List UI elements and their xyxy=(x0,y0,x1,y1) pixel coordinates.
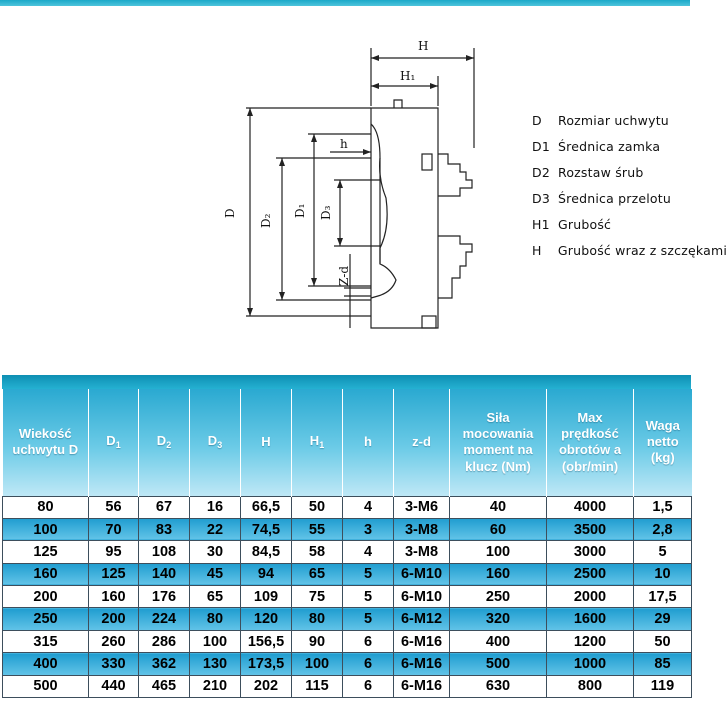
column-header-label: Waga netto (kg) xyxy=(645,417,680,466)
column-header-label: H xyxy=(261,434,271,450)
label-H: H xyxy=(418,39,429,53)
table-row xyxy=(3,630,692,652)
table-cell: 65 xyxy=(190,586,241,608)
key-marker xyxy=(394,100,402,108)
table-cell: 260 xyxy=(89,630,139,652)
column-header xyxy=(241,389,292,496)
d2-arrow-top xyxy=(279,158,285,166)
table-cell: 95 xyxy=(89,541,139,563)
column-header-label: D xyxy=(156,433,167,449)
table-cell: 45 xyxy=(190,563,241,585)
column-header-subscript: 1 xyxy=(115,440,121,451)
column-header-label: Wiekość uchwytu D xyxy=(12,426,79,458)
table-cell: 630 xyxy=(450,675,547,697)
table-cell: 90 xyxy=(292,630,343,652)
h1-arrow-left xyxy=(371,83,379,89)
table-cell: 74,5 xyxy=(241,518,292,540)
table-cell: 40 xyxy=(450,496,547,518)
legend-item xyxy=(532,217,727,243)
table-cell: 55 xyxy=(292,518,343,540)
table-cell: 250 xyxy=(450,586,547,608)
table-cell: 56 xyxy=(89,496,139,518)
table-cell: 1000 xyxy=(547,653,634,675)
table-cell: 65 xyxy=(292,563,343,585)
column-header xyxy=(139,389,190,496)
table-cell: 1,5 xyxy=(634,496,692,518)
table-header-row xyxy=(3,389,692,496)
legend-item xyxy=(532,243,727,269)
table-top-bar xyxy=(2,375,691,389)
table-cell: 16 xyxy=(190,496,241,518)
spec-table xyxy=(2,389,692,698)
table-cell: 2500 xyxy=(547,563,634,585)
table-cell: 330 xyxy=(89,653,139,675)
table-cell: 1600 xyxy=(547,608,634,630)
table-cell: 80 xyxy=(190,608,241,630)
table-cell: 17,5 xyxy=(634,586,692,608)
table-cell: 85 xyxy=(634,653,692,675)
table-cell: 160 xyxy=(3,563,89,585)
h-arrow-right xyxy=(466,55,474,61)
front-profile xyxy=(371,124,396,298)
screw-bottom xyxy=(422,316,436,328)
column-header-label: h xyxy=(364,434,372,450)
table-body xyxy=(3,496,692,698)
table-cell: 4000 xyxy=(547,496,634,518)
table-cell: 100 xyxy=(190,630,241,652)
jaw-bottom xyxy=(438,236,472,298)
table-cell: 84,5 xyxy=(241,541,292,563)
top-accent-rule xyxy=(0,0,690,6)
table-cell: 5 xyxy=(343,586,394,608)
table-row xyxy=(3,586,692,608)
legend-text: Grubość xyxy=(558,217,612,232)
table-cell: 50 xyxy=(634,630,692,652)
table-cell: 5 xyxy=(343,563,394,585)
table-cell: 94 xyxy=(241,563,292,585)
legend-item xyxy=(532,191,727,217)
table-cell: 67 xyxy=(139,496,190,518)
table-cell: 3 xyxy=(343,518,394,540)
legend-item xyxy=(532,165,727,191)
d-arrow-bottom xyxy=(247,308,253,316)
table-cell: 3-M8 xyxy=(394,541,450,563)
legend-item xyxy=(532,113,727,139)
column-header xyxy=(634,389,692,496)
legend-text: Rozstaw śrub xyxy=(558,165,644,180)
table-cell: 66,5 xyxy=(241,496,292,518)
column-header xyxy=(343,389,394,496)
table-cell: 1200 xyxy=(547,630,634,652)
table-cell: 200 xyxy=(3,586,89,608)
screw-top xyxy=(422,154,432,170)
table-cell: 60 xyxy=(450,518,547,540)
table-cell: 2,8 xyxy=(634,518,692,540)
legend-symbol: D3 xyxy=(532,191,550,206)
table-cell: 200 xyxy=(89,608,139,630)
table-cell: 500 xyxy=(450,653,547,675)
d3-arrow-bottom xyxy=(337,238,343,246)
table-cell: 3000 xyxy=(547,541,634,563)
label-D3: D₃ xyxy=(319,205,333,220)
table-cell: 125 xyxy=(89,563,139,585)
table-cell: 3-M8 xyxy=(394,518,450,540)
table-cell: 108 xyxy=(139,541,190,563)
table-cell: 315 xyxy=(3,630,89,652)
table-cell: 100 xyxy=(292,653,343,675)
table-cell: 4 xyxy=(343,541,394,563)
legend-text: Rozmiar uchwytu xyxy=(558,113,669,128)
d1-arrow-top xyxy=(311,134,317,142)
table-cell: 286 xyxy=(139,630,190,652)
table-row xyxy=(3,653,692,675)
table-cell: 440 xyxy=(89,675,139,697)
d1-arrow-bottom xyxy=(311,278,317,286)
table-cell: 173,5 xyxy=(241,653,292,675)
jaw-top xyxy=(438,154,472,196)
table-cell: 156,5 xyxy=(241,630,292,652)
label-h: h xyxy=(340,137,348,151)
table-cell: 22 xyxy=(190,518,241,540)
column-header-subscript: 3 xyxy=(217,440,223,451)
legend-text: Średnica przelotu xyxy=(558,191,671,206)
table-cell: 6-M12 xyxy=(394,608,450,630)
table-cell: 125 xyxy=(3,541,89,563)
legend-symbol: D2 xyxy=(532,165,550,180)
table-cell: 2000 xyxy=(547,586,634,608)
table-cell: 210 xyxy=(190,675,241,697)
table-cell: 400 xyxy=(450,630,547,652)
table-cell: 10 xyxy=(634,563,692,585)
table-cell: 100 xyxy=(450,541,547,563)
column-header-subscript: 1 xyxy=(319,440,325,451)
table-cell: 800 xyxy=(547,675,634,697)
table-cell: 4 xyxy=(343,496,394,518)
spec-table-wrapper xyxy=(2,375,691,698)
column-header xyxy=(3,389,89,496)
table-cell: 5 xyxy=(634,541,692,563)
column-header xyxy=(394,389,450,496)
legend-symbol: D xyxy=(532,113,542,128)
table-cell: 83 xyxy=(139,518,190,540)
h-small-arrow xyxy=(363,149,371,155)
legend-item xyxy=(532,139,727,165)
label-D2: D₂ xyxy=(259,213,273,228)
d3-arrow-top xyxy=(337,180,343,188)
table-row xyxy=(3,675,692,697)
table-cell: 202 xyxy=(241,675,292,697)
column-header-label: D xyxy=(106,433,116,449)
table-cell: 6-M16 xyxy=(394,675,450,697)
table-cell: 30 xyxy=(190,541,241,563)
table-cell: 320 xyxy=(450,608,547,630)
legend-symbol: D1 xyxy=(532,139,550,154)
legend-text: Średnica zamka xyxy=(558,139,661,154)
table-row xyxy=(3,541,692,563)
table-cell: 140 xyxy=(139,563,190,585)
table-cell: 130 xyxy=(190,653,241,675)
legend xyxy=(532,113,727,269)
table-cell: 500 xyxy=(3,675,89,697)
legend-symbol: H xyxy=(532,243,542,258)
d2-arrow-bottom xyxy=(279,292,285,300)
table-cell: 6 xyxy=(343,675,394,697)
table-cell: 80 xyxy=(3,496,89,518)
table-cell: 115 xyxy=(292,675,343,697)
column-header-label: z-d xyxy=(412,434,431,450)
column-header-label: H xyxy=(309,433,320,449)
column-header xyxy=(450,389,547,496)
table-cell: 160 xyxy=(89,586,139,608)
label-zd: Z-d xyxy=(337,265,351,286)
table-cell: 70 xyxy=(89,518,139,540)
table-cell: 6-M10 xyxy=(394,586,450,608)
table-cell: 29 xyxy=(634,608,692,630)
column-header xyxy=(89,389,139,496)
table-cell: 400 xyxy=(3,653,89,675)
table-cell: 3-M6 xyxy=(394,496,450,518)
table-cell: 3500 xyxy=(547,518,634,540)
column-header xyxy=(547,389,634,496)
table-cell: 160 xyxy=(450,563,547,585)
table-row xyxy=(3,563,692,585)
column-header-label: D xyxy=(207,433,218,449)
column-header-subscript: 2 xyxy=(166,440,172,451)
column-header xyxy=(292,389,343,496)
table-cell: 224 xyxy=(139,608,190,630)
column-header-label: Siła mocowania moment na klucz (Nm) xyxy=(462,409,534,474)
d-arrow-top xyxy=(247,108,253,116)
legend-symbol: H1 xyxy=(532,217,550,232)
table-cell: 6 xyxy=(343,630,394,652)
table-cell: 362 xyxy=(139,653,190,675)
table-cell: 6-M16 xyxy=(394,630,450,652)
table-cell: 5 xyxy=(343,608,394,630)
h1-arrow-right xyxy=(430,83,438,89)
table-cell: 100 xyxy=(3,518,89,540)
table-cell: 120 xyxy=(241,608,292,630)
table-cell: 6-M16 xyxy=(394,653,450,675)
table-row xyxy=(3,518,692,540)
label-H1: H₁ xyxy=(400,69,416,83)
table-row xyxy=(3,608,692,630)
table-cell: 109 xyxy=(241,586,292,608)
column-header xyxy=(190,389,241,496)
table-cell: 465 xyxy=(139,675,190,697)
table-cell: 6-M10 xyxy=(394,563,450,585)
table-cell: 80 xyxy=(292,608,343,630)
table-cell: 50 xyxy=(292,496,343,518)
label-D: D xyxy=(223,208,237,218)
table-cell: 58 xyxy=(292,541,343,563)
table-cell: 250 xyxy=(3,608,89,630)
column-header-label: Max prędkość obrotów a (obr/min) xyxy=(558,409,622,474)
table-cell: 119 xyxy=(634,675,692,697)
table-cell: 176 xyxy=(139,586,190,608)
chuck-technical-drawing xyxy=(220,28,510,340)
table-cell: 75 xyxy=(292,586,343,608)
label-D1: D₁ xyxy=(293,203,307,218)
h-arrow-left xyxy=(371,55,379,61)
legend-text: Grubość wraz z szczękami xyxy=(557,243,727,258)
table-cell: 6 xyxy=(343,653,394,675)
table-row xyxy=(3,496,692,518)
